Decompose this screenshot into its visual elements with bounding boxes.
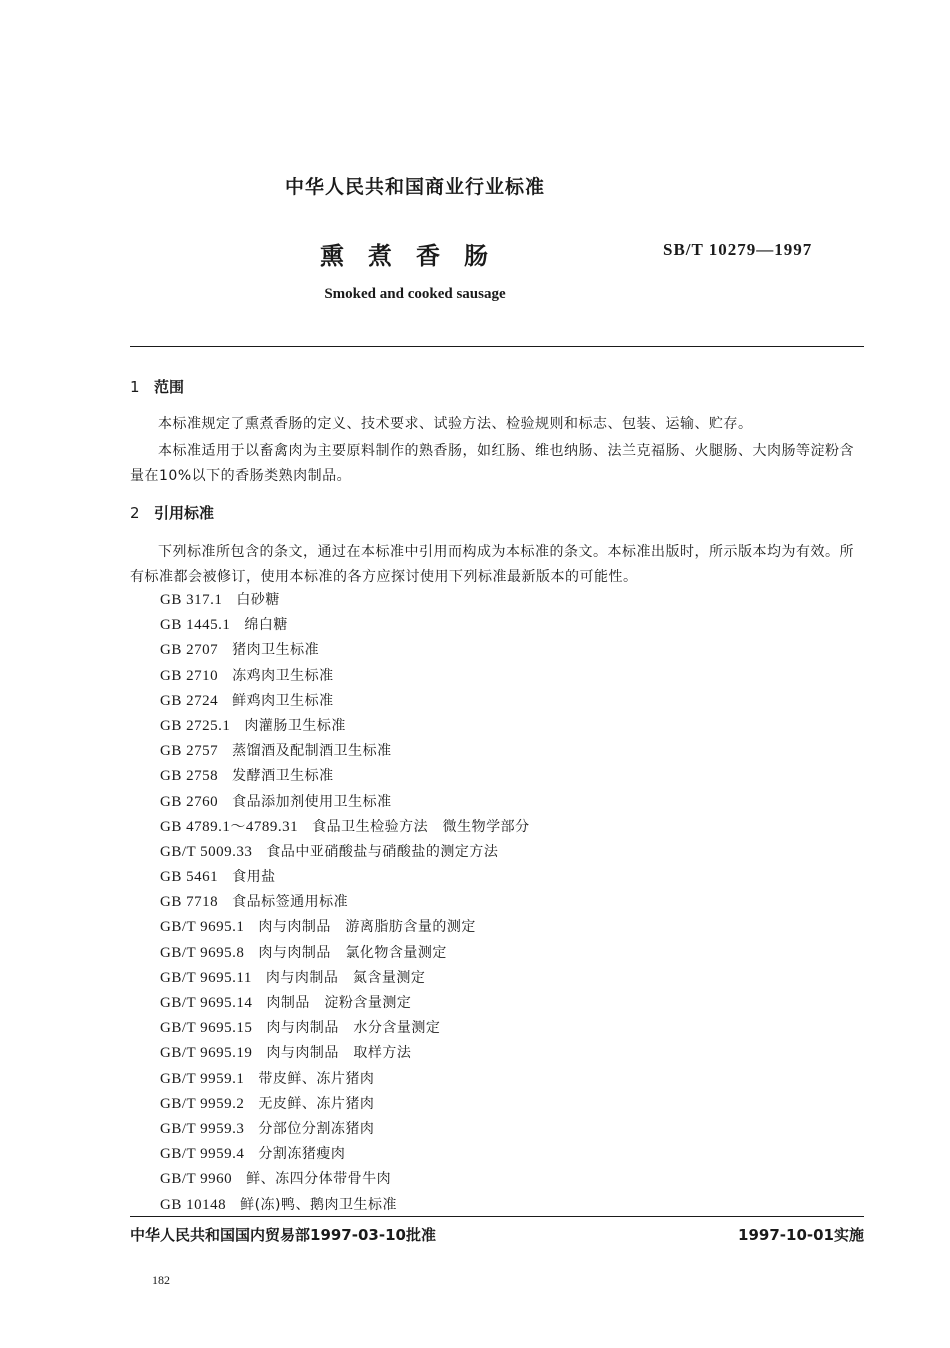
reference-item (160, 664, 530, 689)
reference-item (160, 638, 530, 663)
document-title-english: Smoked and cooked sausage (324, 286, 506, 302)
reference-title: 食品添加剂使用卫生标准 (232, 793, 392, 810)
reference-code: GB 7718 (160, 894, 219, 911)
reference-code: GB/T 5009.33 (160, 843, 253, 860)
reference-code: GB 2724 (160, 692, 219, 709)
reference-code: GB/T 9959.4 (160, 1146, 245, 1163)
reference-item (160, 915, 530, 940)
reference-item (160, 865, 530, 890)
reference-code: GB 2707 (160, 642, 219, 659)
reference-title: 肉制品 淀粉含量测定 (266, 995, 412, 1011)
reference-title: 分部位分割冻猪肉 (258, 1120, 375, 1137)
reference-code: GB 317.1 (160, 592, 223, 608)
reference-title: 肉与肉制品 游离脂肪含量的测定 (258, 919, 476, 936)
reference-title: 分割冻猪瘦肉 (258, 1146, 346, 1163)
reference-code: GB 1445.1 (160, 617, 231, 634)
reference-item (160, 613, 530, 638)
reference-code: GB 2757 (160, 743, 219, 760)
reference-code: GB/T 9695.11 (160, 969, 252, 986)
reference-item (160, 966, 530, 991)
reference-title: 发酵酒卫生标准 (232, 768, 334, 785)
reference-title: 猪肉卫生标准 (232, 642, 320, 659)
reference-item (160, 840, 530, 865)
reference-title: 食用盐 (232, 869, 276, 886)
document-title-chinese: 熏煮香肠 (320, 242, 512, 270)
effective-date: 1997-10-01实施 (738, 1226, 864, 1244)
scope-text-2: 本标准适用于以畜禽肉为主要原料制作的熟香肠，如红肠、维也纳肠、法兰克福肠、火腿肠、大肉肠等淀粉含量在10%以下的香肠类熟肉制品。 (130, 443, 854, 484)
reference-item (160, 689, 530, 714)
reference-code: GB/T 9695.8 (160, 944, 245, 961)
reference-code: GB 2710 (160, 667, 219, 684)
reference-item (160, 815, 530, 840)
references-intro-paragraph (130, 540, 866, 590)
scope-paragraph-1 (130, 412, 866, 437)
reference-item (160, 739, 530, 764)
reference-item (160, 1092, 530, 1117)
reference-item (160, 941, 530, 966)
reference-item (160, 1067, 530, 1092)
reference-title: 鲜鸡肉卫生标准 (232, 692, 334, 709)
reference-title: 白砂糖 (236, 592, 280, 608)
reference-title: 食品标签通用标准 (232, 894, 349, 911)
reference-item (160, 991, 530, 1016)
reference-title: 肉与肉制品 取样方法 (266, 1045, 412, 1062)
reference-item (160, 1016, 530, 1041)
reference-item (160, 1193, 530, 1218)
reference-item (160, 764, 530, 789)
standard-code: SB/T 10279—1997 (663, 240, 813, 259)
scope-paragraph-2 (130, 439, 866, 489)
reference-title: 绵白糖 (244, 617, 288, 634)
reference-title: 食品卫生检验方法 微生物学部分 (312, 818, 530, 835)
section-heading-scope (130, 376, 184, 397)
footer-divider (130, 1216, 864, 1217)
reference-standards-list (160, 588, 530, 1218)
reference-item (160, 1117, 530, 1142)
reference-code: GB/T 9959.1 (160, 1070, 245, 1087)
reference-code: GB 2725.1 (160, 717, 231, 734)
reference-code: GB 2758 (160, 768, 219, 785)
section-title: 范围 (154, 378, 185, 396)
reference-title: 肉与肉制品 氮含量测定 (265, 969, 426, 986)
reference-code: GB/T 9695.15 (160, 1020, 253, 1037)
section-number: 2 (130, 504, 140, 522)
page-number: 182 (152, 1273, 170, 1287)
reference-code: GB 10148 (160, 1196, 227, 1213)
reference-code: GB 5461 (160, 869, 219, 886)
reference-title: 肉与肉制品 氯化物含量测定 (258, 944, 447, 961)
reference-item (160, 790, 530, 815)
reference-code: GB 2760 (160, 793, 219, 810)
section-heading-references (130, 502, 214, 523)
section-number: 1 (130, 378, 140, 396)
reference-code: GB 4789.1～4789.31 (160, 818, 299, 835)
reference-item (160, 1142, 530, 1167)
header-divider (130, 346, 864, 347)
reference-title: 蒸馏酒及配制酒卫生标准 (232, 743, 392, 760)
reference-code: GB/T 9960 (160, 1171, 233, 1188)
reference-title: 带皮鲜、冻片猪肉 (258, 1070, 375, 1087)
reference-item (160, 714, 530, 739)
reference-item (160, 588, 530, 613)
reference-item (160, 1041, 530, 1066)
reference-code: GB/T 9959.3 (160, 1120, 245, 1137)
reference-code: GB/T 9959.2 (160, 1095, 245, 1112)
references-intro-text: 下列标准所包含的条文，通过在本标准中引用而构成为本标准的条文。本标准出版时，所示版本均为有效。所有标准都会被修订，使用本标准的各方应探讨使用下列标准最新版本的可能性。 (130, 544, 854, 585)
reference-title: 肉灌肠卫生标准 (244, 717, 346, 734)
reference-item (160, 1167, 530, 1192)
reference-title: 鲜、冻四分体带骨牛肉 (246, 1171, 392, 1188)
reference-code: GB/T 9695.14 (160, 995, 253, 1011)
section-title: 引用标准 (154, 504, 215, 522)
issuing-organization: 中华人民共和国商业行业标准 (284, 176, 545, 198)
reference-code: GB/T 9695.1 (160, 919, 245, 936)
reference-title: 鲜(冻)鸭、鹅肉卫生标准 (240, 1196, 398, 1213)
reference-title: 无皮鲜、冻片猪肉 (258, 1095, 375, 1112)
reference-item (160, 890, 530, 915)
reference-title: 食品中亚硝酸盐与硝酸盐的测定方法 (266, 843, 499, 860)
reference-code: GB/T 9695.19 (160, 1045, 253, 1062)
scope-text-1: 本标准规定了熏煮香肠的定义、技术要求、试验方法、检验规则和标志、包装、运输、贮存。 (158, 416, 753, 432)
reference-title: 冻鸡肉卫生标准 (232, 667, 334, 684)
approval-statement: 中华人民共和国国内贸易部1997-03-10批准 (130, 1226, 436, 1244)
reference-title: 肉与肉制品 水分含量测定 (266, 1020, 441, 1037)
